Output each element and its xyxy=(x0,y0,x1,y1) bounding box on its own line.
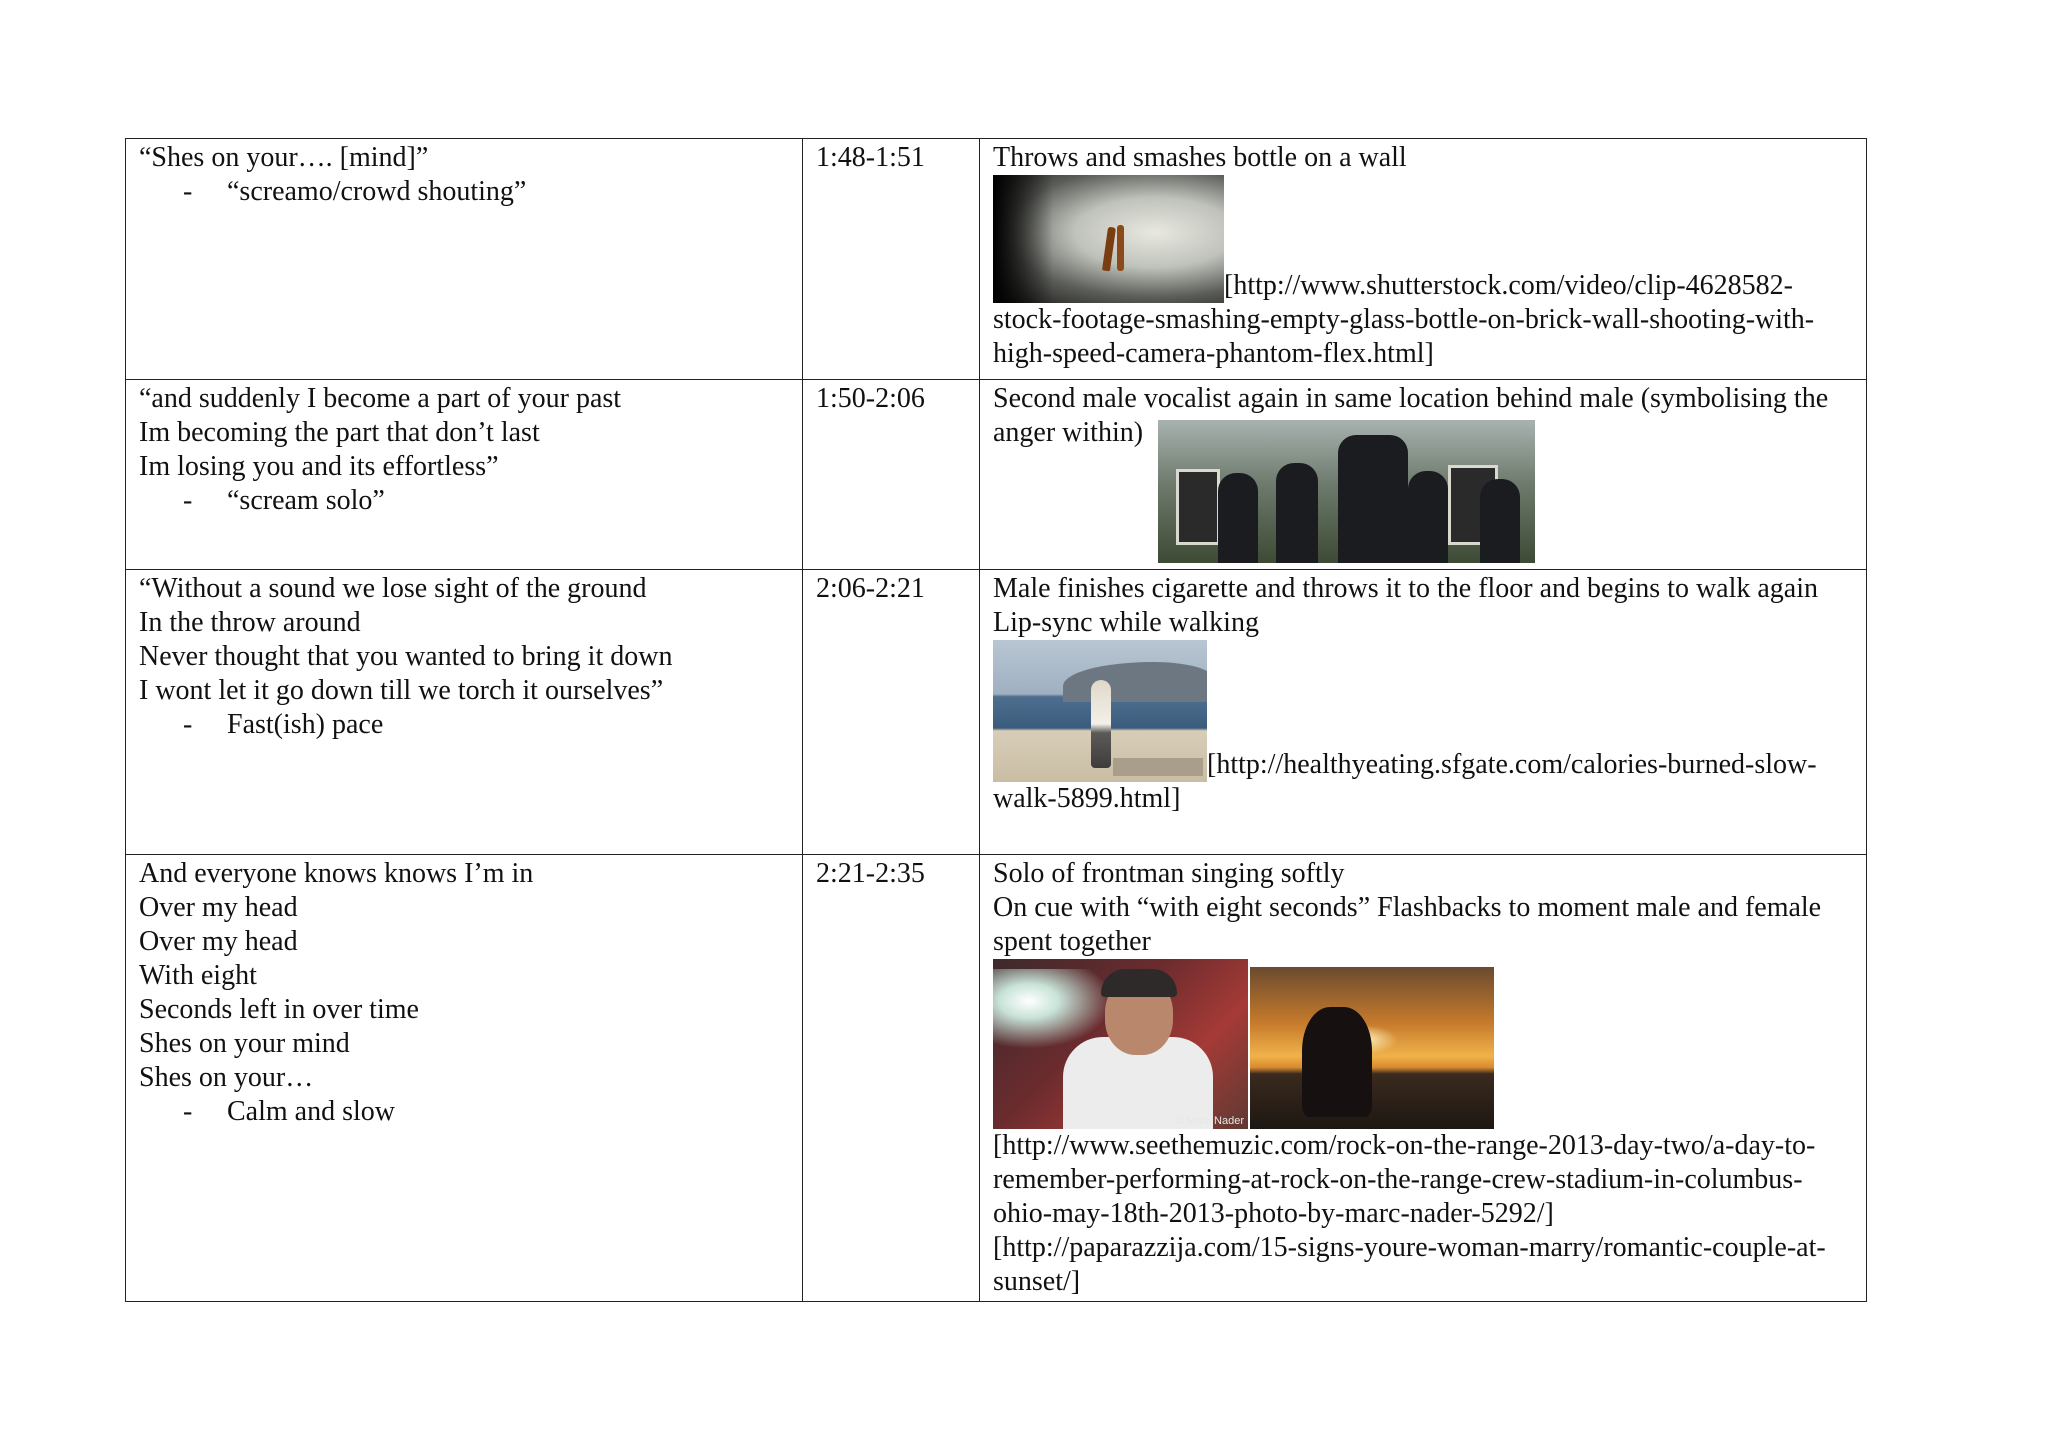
description-cell xyxy=(980,570,1867,855)
lyric-note xyxy=(139,484,790,518)
bottle-shape xyxy=(1102,227,1116,272)
lyric-line: “Without a sound we lose sight of the ground xyxy=(139,573,647,604)
note-text: “screamo/crowd shouting” xyxy=(227,176,527,207)
time-cell: 1:50-2:06 xyxy=(803,380,980,570)
couple-at-sunset-image xyxy=(1250,967,1494,1129)
description-line: Second male vocalist again in same location behind male (symbolising the anger within) xyxy=(993,383,1829,448)
bench-shape xyxy=(1113,758,1203,776)
image-strip xyxy=(993,959,1854,1129)
lyric-line: Over my head xyxy=(139,892,298,923)
note-text: Fast(ish) pace xyxy=(227,709,384,740)
band-member-shape xyxy=(1480,479,1520,563)
storyboard-table xyxy=(125,138,1867,1302)
lyric-line: Over my head xyxy=(139,926,298,957)
lyric-line: And everyone knows knows I’m in xyxy=(139,858,534,889)
time-cell: 2:21-2:35 xyxy=(803,855,980,1302)
bottle-on-wall-image xyxy=(993,175,1224,303)
description-cell xyxy=(980,139,1867,380)
singer-performing-live-image xyxy=(993,959,1248,1129)
bottle-shape xyxy=(1117,225,1124,271)
walker-shape xyxy=(1091,680,1111,768)
source-url: [http://www.seethemuzic.com/rock-on-the-range-2013-day-two/a-day-to-remember-performing-at-rock-on-the-range-crew-stadium-in-columbus-ohio-may-18th-2013-photo-by-marc-nader-5292/] xyxy=(993,1130,1816,1229)
band-member-shape xyxy=(1338,435,1408,563)
description-line: On cue with “with eight seconds” Flashbacks to moment male and female spent together xyxy=(993,892,1822,957)
description-line: Solo of frontman singing softly xyxy=(993,858,1345,889)
time-cell: 2:06-2:21 xyxy=(803,570,980,855)
band-performing-outdoors-image xyxy=(1158,420,1535,563)
source-url: [http://healthyeating.sfgate.com/calories-burned-slow-walk-5899.html] xyxy=(993,749,1817,814)
table-row xyxy=(126,380,1867,570)
couple-silhouette-shape xyxy=(1302,1007,1372,1117)
lyric-line: “Shes on your…. [mind]” xyxy=(139,142,429,173)
lyric-line: In the throw around xyxy=(139,607,361,638)
lyrics-cell xyxy=(126,570,803,855)
description-cell xyxy=(980,380,1867,570)
description-line: Lip-sync while walking xyxy=(993,607,1259,638)
description-line: Throws and smashes bottle on a wall xyxy=(993,142,1407,173)
lyric-line: Shes on your mind xyxy=(139,1028,350,1059)
lyric-note xyxy=(139,1095,790,1129)
bullet-dash: - xyxy=(183,1096,193,1127)
band-member-shape xyxy=(1218,473,1258,563)
cap-shape xyxy=(1101,969,1177,997)
person-walking-on-beach-image xyxy=(993,640,1207,782)
table-row xyxy=(126,139,1867,380)
photo-watermark: © Marc Nader xyxy=(1175,1115,1244,1127)
time-cell: 1:48-1:51 xyxy=(803,139,980,380)
lyric-line: With eight xyxy=(139,960,257,991)
lyric-line: I wont let it go down till we torch it ourselves” xyxy=(139,675,664,706)
amplifier-shape xyxy=(1176,469,1220,545)
lyric-line: Im losing you and its effortless” xyxy=(139,451,499,482)
headland-shape xyxy=(1063,662,1207,702)
description-cell xyxy=(980,855,1867,1302)
band-member-shape xyxy=(1408,471,1448,563)
lyrics-cell xyxy=(126,380,803,570)
lyric-line: Shes on your… xyxy=(139,1062,314,1093)
table-row xyxy=(126,855,1867,1302)
description-line: Male finishes cigarette and throws it to the floor and begins to walk again xyxy=(993,573,1819,604)
source-url: [http://paparazzija.com/15-signs-youre-woman-marry/romantic-couple-at-sunset/] xyxy=(993,1232,1826,1297)
bullet-dash: - xyxy=(183,485,193,516)
lyrics-cell xyxy=(126,855,803,1302)
table-row xyxy=(126,570,1867,855)
bullet-dash: - xyxy=(183,176,193,207)
lyric-line: Never thought that you wanted to bring it down xyxy=(139,641,673,672)
lyric-line: Seconds left in over time xyxy=(139,994,419,1025)
lyric-line: Im becoming the part that don’t last xyxy=(139,417,540,448)
note-text: “scream solo” xyxy=(227,485,385,516)
source-url: [http://www.shutterstock.com/video/clip-4628582-stock-footage-smashing-empty-glass-bottle-on-brick-wall-shooting-with-high-speed-camera-phantom-flex.html] xyxy=(993,270,1815,369)
band-member-shape xyxy=(1276,463,1318,563)
bullet-dash: - xyxy=(183,709,193,740)
note-text: Calm and slow xyxy=(227,1096,395,1127)
lyric-line: “and suddenly I become a part of your past xyxy=(139,383,622,414)
lyrics-cell xyxy=(126,139,803,380)
lyric-note xyxy=(139,708,790,742)
lyric-note xyxy=(139,175,790,209)
